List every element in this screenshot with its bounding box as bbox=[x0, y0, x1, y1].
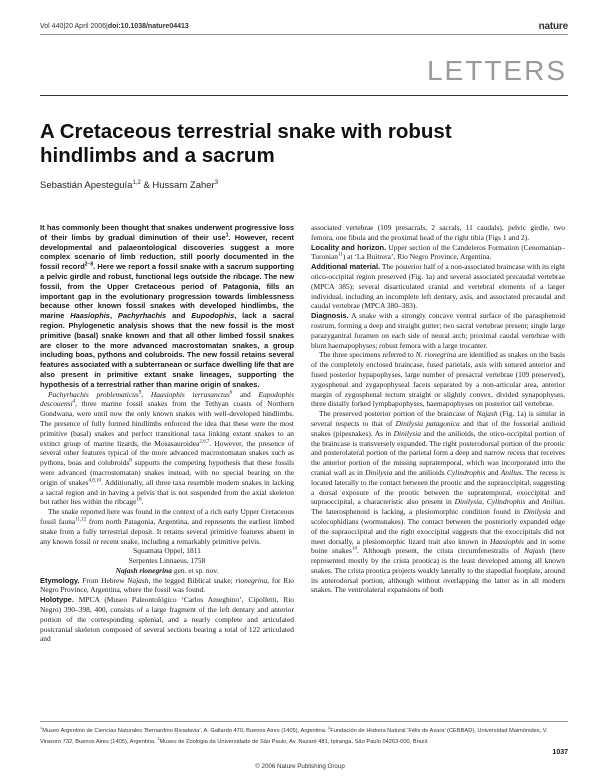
abstract: It has commonly been thought that snakes underwent progressive loss of their limbs by gradual diminution of their use$^1$. However, recent developmental and palaeontological discoveries suggest a more complex scenario of limb reduction, still poorly documented in the fossil record$^{2-8}$. Here we report a fossil snake with a sacrum supporting a pelvic girdle and robust, functional legs outside the ribcage. The new fossil, from the Upper Cretaceous period of Patagonia, fills an important gap in the evolutionary progression towards limblessness because other known fossil snakes with developed hindlimbs, the marine Haasiophis, Pachyrhachis and Eupodophis, lack a sacral region. Phylogenetic analysis shows that the new fossil is the most primitive (basal) snake known and that all other limbed fossil snakes are closer to the more advanced macrostomatan snakes, a group including boas, pythons and colubroids. The new fossil retains several features associated with a subterranean or surface dwelling life that are also present in primitive extant snake lineages, supporting the hypothesis of a terrestrial rather than marine origin of snakes. bbox=[40, 223, 294, 389]
doi: doi:10.1038/nature04413 bbox=[107, 23, 189, 30]
left-column bbox=[40, 223, 294, 644]
issue-volume-date: Vol 440|20 April 2006| bbox=[40, 23, 108, 30]
taxonomy-line: Serpentes Linnaeus, 1758 bbox=[128, 556, 206, 566]
author-2-affiliation: 3 bbox=[214, 180, 219, 186]
author-1-affiliation: 1,2 bbox=[132, 180, 141, 186]
section-label: LETTERS bbox=[426, 55, 567, 86]
taxonomy-line: Najash rionegrina gen. et sp. nov. bbox=[115, 565, 219, 575]
right-column bbox=[311, 223, 565, 595]
body-paragraph: associated vertebrae (109 presacrals, 2 sacrals, 11 caudals), pelvic girdle, two femora, one fibula and the proximal head of the right tibia (Figs 1 and 2). bbox=[311, 223, 565, 242]
running-header bbox=[40, 21, 568, 33]
body-paragraph: Pachyrhachis problematicus$^9$, Haasiophis terrasanctus$^6$ and Eupodophis descouensi$^4$, three marine fossil snakes from the Tethyan coasts of Northern Gondwana, were until now the only known snakes with well-developed hindlimbs. The presence of fully formed hindlimbs enforced the idea that these were the most primitive (basal) snakes and perfect transitional taxa linking extant snakes to an extinct group of marine lizards, the Mosasauroidea$^{2,6,7}$. However, the presence of several other features typical of the more advanced macrostomatan snakes such as pythons, boas and colubroids$^8$ supports the competing hypothesis that these fossils were advanced (macrostomatan) snakes instead, with no special bearing on the origin of snakes$^{4,8,10}$. Additionally, all three taxa resemble modern snakes in lacking a sacral region and in having a pelvis that is not suspended from the axial skeleton but rather lies within the ribcage$^{10}$. bbox=[40, 389, 295, 507]
affiliations: $^1$Museo Argentino de Ciencias Naturales ‘Bernardino Rivadavia’, A. Gallardo 470, Buenos Aires (1405), Argentina. $^2$Fundación de Historia Natural ‘Félix de Azara’ (CEBBAD), Universidad Maimónides, V. Virasoro 732, Buenos Aires (1405), Argentina. $^3$Museu de Zoologia da Universidade de São Paulo, Av. Nazaré 481, Ipiranga, São Paulo 04263-000, Brazil. bbox=[40, 725, 548, 746]
diagnosis: Diagnosis. A snake with a strongly concave ventral surface of the parasphenoid rostrum, forming a deep and straight gutter; two sacral vertebrae present; single large parazygantral foramen on each side of neural arch; proximal caudal vertebrae with blunt haemapophyses; robust femora with a large trocanter. bbox=[311, 311, 565, 350]
etymology: Etymology. From Hebrew Najash, the legged Biblical snake; rionegrina, for Rio Negro Province, Argentina, where the fossil was found. bbox=[40, 575, 294, 595]
body-paragraph: The snake reported here was found in the context of a rich early Upper Cretaceous fossil fauna$^{11,12}$ from north Patagonia, Argentina, and represents the earliest limbed snake from a fully terrestrial deposit. It retains several primitive features absent in any known fossil or recent snake, including a remarkably primitive pelvis. bbox=[40, 507, 294, 546]
body-paragraph: The preserved posterior portion of the braincase of Najash (Fig. 1a) is similar in several respects to that of Dinilysia patagonica and that of the fossorial anilioid snakes (pipesnakes). As in Dinilysia and the anilioids, the otico-occipital portion of the braincase is transversely expanded. The right posterodorsal portion of the prootic and posterolateral portion of the parietal form a deep and narrow recess that receives the anterior portion of the missing supratemporal, which was incorporated into the cranial wall as in Dinilysia and the anilioids Cylindrophis and Anilius. The recess is located laterally to the contact between the prootic and the supraoccipital, suggesting a dorsal exposure of the prootic between the supratemporal, exoccipital and supraoccipital, a characteristic also present in Dinilysia, Cylindrophis and Anilius. The laterosphenoid is lacking, a plesiomorphic condition found in Dinilysia and scolecophidians (wormsnakes). The contact between the posteriorly expanded edge of the supraoccipital and the right exoccipital suggests that the exoccipitals did not meet dorsally, a plesiomorphic lizard trait also known in Haasiophis and in some boine snakes$^{14}$. Although present, the crista circumfenestralis of Najash (here represented mostly by the crista prootica) is the least developed among all known snakes. The crista prootica projects weakly laterally to the stapedial footplate, around its anterodorsal portion, although without overlapping the latter as in all modern snakes. The ventrolateral expansions of both bbox=[311, 409, 565, 595]
header-rule bbox=[40, 34, 568, 35]
issue-info bbox=[40, 23, 189, 30]
footer-rule bbox=[40, 721, 568, 722]
body-paragraph: The three specimens referred to N. rionegrina are identified as snakes on the basis of the completely enclosed braincase, fused parietals, axis with sutured anterior and fused posterior hypapophyses, large number of presacral vertebrae (109 preserved), zygosphenal and zygapophyseal facets separated by a non-articular area, anterior margin of zygosphenal tectum straight or slightly convex, divided synapophyses, three distally forked lymphapophyses, haemapophyses on posterior tail vertebrae. bbox=[311, 350, 565, 409]
journal-name: nature bbox=[538, 21, 568, 32]
authors bbox=[40, 180, 218, 191]
author-2: Hussam Zaher bbox=[152, 180, 215, 192]
author-1: Sebastián Apesteguía bbox=[40, 180, 133, 192]
additional-material: Additional material. The posterior half of a non-associated braincase with its right otico-occipital region preserved (Fig. 1a) and several associated precaudal vertebrae (MPCA 385); several disarticulated cranial and vertebral elements of a larger individual, including an incomplete left dentary, axis, and associated precaudal and caudal vertebrae (MPCA 380–383). bbox=[311, 262, 566, 311]
taxonomy-line: Squamata Oppel, 1811 bbox=[133, 546, 201, 556]
holotype: Holotype. MPCA (Museo Paleontológico ‘Carlos Ameghino’, Cipolletti, Rio Negro) 390–398, 400, consists of a large fragment of the left dentary and anterior portion of the corresponding splenial, and a nearly complete and articulated postcranial skeleton composed of several sections bearing a total of 122 articulated and bbox=[40, 595, 294, 644]
author-joiner: & bbox=[140, 180, 153, 192]
section-rule bbox=[40, 95, 568, 96]
copyright: © 2006 Nature Publishing Group bbox=[255, 763, 345, 770]
article-title: A Cretaceous terrestrial snake with robust hindlimbs and a sacrum bbox=[40, 120, 452, 167]
locality: Locality and horizon. Upper section of the Candeleros Formation (Cenomanian–Turonian$^{11}$) at ‘La Buitrera’, Rio Negro Province, Argentina. bbox=[311, 242, 565, 262]
page-number: 1037 bbox=[552, 749, 568, 756]
